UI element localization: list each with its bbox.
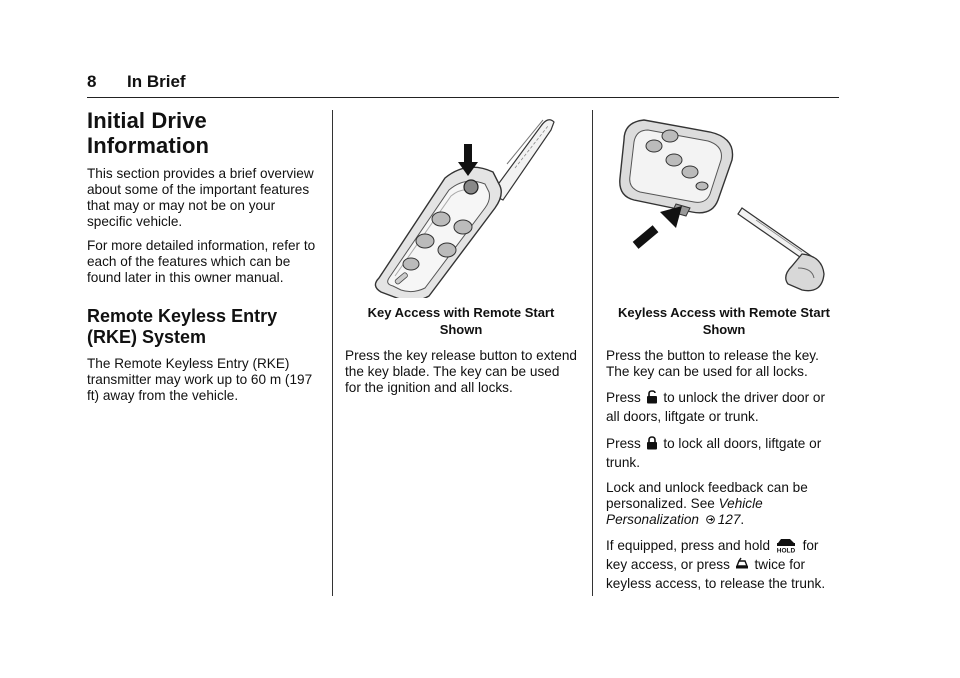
page-reference-icon (706, 515, 715, 524)
paragraph: Press the key release button to extend the key blade. The key can be used for the ignition and all locks. (345, 348, 577, 395)
emergency-key-blade (738, 208, 824, 291)
key-release-button (464, 180, 478, 194)
text-run: Press (606, 436, 641, 451)
paragraph: This section provides a brief overview about some of the important features that may or may not be on your specific vehicle. (87, 166, 314, 229)
trunk-button (682, 166, 698, 178)
paragraph (606, 434, 842, 472)
text-run: for key access, or press (606, 538, 819, 572)
trunk-hold-icon (775, 537, 797, 553)
paragraph: For more detailed information, refer to each of the features which can be found later in this owner manual. (87, 238, 316, 285)
unlock-icon (646, 390, 658, 404)
keyless-fob-illustration (606, 108, 842, 298)
key-fob-body (375, 167, 501, 298)
lock-button (646, 140, 662, 152)
column-divider (332, 110, 333, 596)
text-run: to lock all doors, liftgate or trunk. (606, 436, 822, 470)
trunk-icon (735, 557, 749, 571)
page-header (87, 72, 839, 98)
paragraph (606, 388, 842, 426)
unlock-button (454, 220, 472, 234)
paragraph: Press the button to release the key. The key can be used for all locks. (606, 348, 819, 379)
svg-text:HOLD: HOLD (776, 547, 796, 553)
unlock-button (662, 130, 678, 142)
page-reference[interactable]: 127 (717, 512, 741, 527)
column-2 (345, 108, 577, 404)
paragraph (606, 480, 842, 528)
up-arrow-icon (633, 206, 682, 249)
trunk-button (416, 234, 434, 248)
column-divider (592, 110, 593, 596)
figure-caption: Keyless Access with Remote Start Shown (618, 305, 830, 337)
remote-start-button (666, 154, 682, 166)
paragraph (606, 536, 842, 593)
flip-key-illustration (345, 108, 577, 298)
page-number: 8 (87, 72, 97, 91)
panic-button (403, 258, 419, 270)
figure-caption: Key Access with Remote Start Shown (367, 305, 555, 337)
lock-icon (646, 436, 658, 450)
panic-button (696, 182, 708, 190)
section-heading: Initial Drive Information (87, 108, 210, 158)
paragraph: The Remote Keyless Entry (RKE) transmitter may work up to 60 m (197 ft) away from the vehicle. (87, 356, 313, 403)
text-run: . (740, 512, 745, 527)
text-run: Press (606, 390, 641, 405)
text-run: to unlock the driver door or all doors, liftgate or trunk. (606, 390, 826, 424)
text-run: If equipped, press and hold (606, 538, 771, 553)
remote-start-button (438, 243, 456, 257)
subsection-heading: Remote Keyless Entry (RKE) System (87, 306, 278, 347)
chapter-title: In Brief (127, 72, 186, 91)
column-3 (606, 108, 842, 601)
column-1 (87, 108, 321, 412)
lock-button (432, 212, 450, 226)
text-run: Lock and unlock feedback can be personalized. See (606, 480, 808, 511)
text-run: twice for keyless access, to release the trunk. (606, 557, 826, 591)
cross-reference-link[interactable]: Vehicle Personalization (606, 496, 763, 527)
